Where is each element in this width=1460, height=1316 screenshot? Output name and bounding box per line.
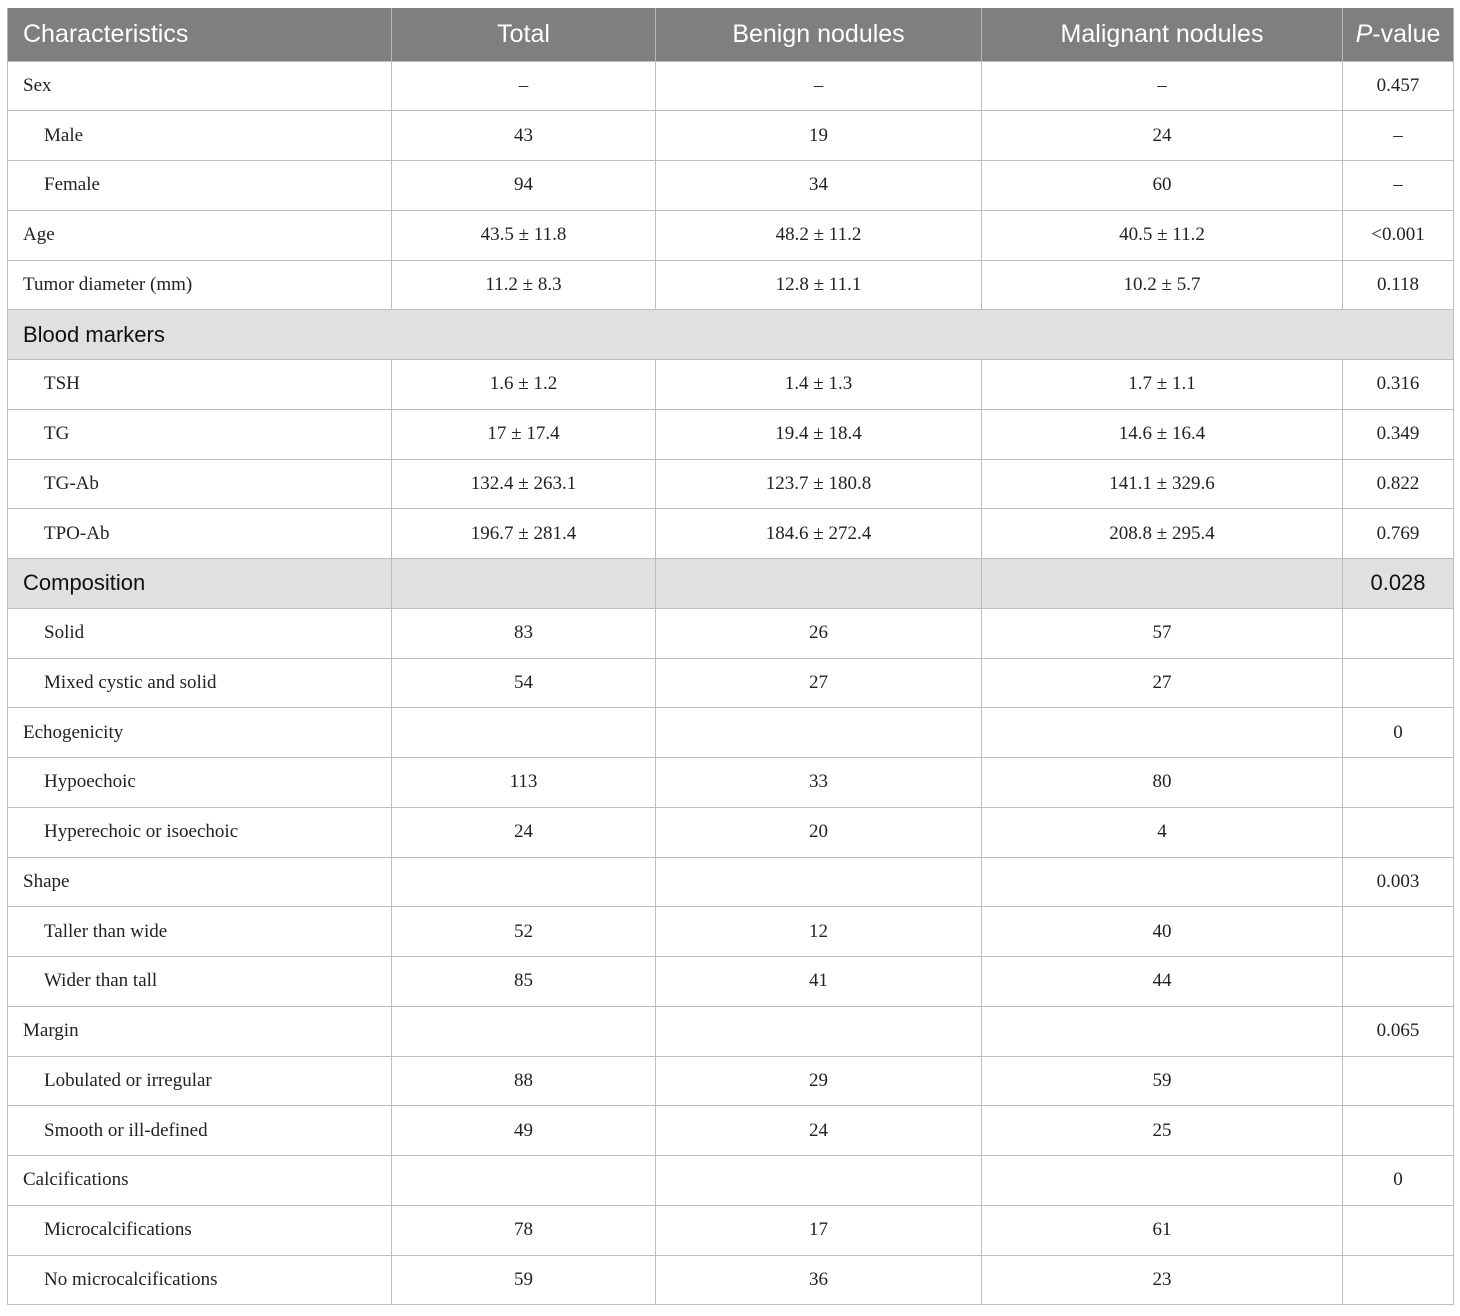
table-row — [8, 957, 1454, 1007]
cell-benign — [656, 857, 982, 907]
cell-total: 49 — [392, 1106, 656, 1156]
cell-malignant: 80 — [982, 758, 1343, 808]
cell-total: 83 — [392, 608, 656, 658]
cell-total: 54 — [392, 658, 656, 708]
cell-total: 94 — [392, 161, 656, 211]
cell-total: 78 — [392, 1205, 656, 1255]
row-label: Age — [8, 210, 392, 260]
cell-total — [392, 1156, 656, 1206]
cell-benign: 20 — [656, 807, 982, 857]
cell-benign: 29 — [656, 1056, 982, 1106]
cell-malignant: 60 — [982, 161, 1343, 211]
cell-total: 85 — [392, 957, 656, 1007]
cell-p-value: 0.349 — [1343, 409, 1454, 459]
cell-malignant: 1.7 ± 1.1 — [982, 360, 1343, 410]
cell-malignant: 208.8 ± 295.4 — [982, 509, 1343, 559]
cell-malignant: 27 — [982, 658, 1343, 708]
cell-total: 52 — [392, 907, 656, 957]
table-row — [8, 1006, 1454, 1056]
table-row — [8, 708, 1454, 758]
cell-malignant: 44 — [982, 957, 1343, 1007]
cell-malignant: 23 — [982, 1255, 1343, 1305]
cell-malignant: – — [982, 61, 1343, 111]
cell-benign: 19 — [656, 111, 982, 161]
cell-p-value: – — [1343, 161, 1454, 211]
cell-malignant: 4 — [982, 807, 1343, 857]
table-row — [8, 1106, 1454, 1156]
header-p-value — [1343, 8, 1454, 61]
cell-p-value — [1343, 907, 1454, 957]
section-row — [8, 310, 1454, 360]
cell-p-value: 0.028 — [1343, 559, 1454, 609]
cell-p-value — [1343, 957, 1454, 1007]
cell-total: 59 — [392, 1255, 656, 1305]
row-label: Female — [8, 161, 392, 211]
cell-p-value — [1343, 1255, 1454, 1305]
section-row — [8, 559, 1454, 609]
cell-benign: 34 — [656, 161, 982, 211]
table-row — [8, 1255, 1454, 1305]
cell-benign — [656, 559, 982, 609]
table-row — [8, 658, 1454, 708]
table-row — [8, 758, 1454, 808]
table-row — [8, 360, 1454, 410]
section-label: Composition — [8, 559, 392, 609]
row-label: TPO-Ab — [8, 509, 392, 559]
cell-malignant: 40 — [982, 907, 1343, 957]
row-label: Smooth or ill-defined — [8, 1106, 392, 1156]
cell-total: 196.7 ± 281.4 — [392, 509, 656, 559]
cell-p-value: 0.316 — [1343, 360, 1454, 410]
cell-total — [392, 708, 656, 758]
cell-total — [392, 1006, 656, 1056]
cell-total: 132.4 ± 263.1 — [392, 459, 656, 509]
cell-benign: 36 — [656, 1255, 982, 1305]
table-row — [8, 260, 1454, 310]
table-row — [8, 608, 1454, 658]
table-row — [8, 459, 1454, 509]
header-characteristics: Characteristics — [8, 8, 392, 61]
row-label: Microcalcifications — [8, 1205, 392, 1255]
header-total: Total — [392, 8, 656, 61]
cell-malignant: 24 — [982, 111, 1343, 161]
cell-total: 1.6 ± 1.2 — [392, 360, 656, 410]
cell-total: 88 — [392, 1056, 656, 1106]
cell-malignant — [982, 1156, 1343, 1206]
table-row — [8, 61, 1454, 111]
cell-benign: 12.8 ± 11.1 — [656, 260, 982, 310]
table-row — [8, 907, 1454, 957]
cell-p-value: 0.822 — [1343, 459, 1454, 509]
table-row — [8, 1156, 1454, 1206]
header-p-italic: P — [1355, 19, 1373, 48]
table-body — [8, 61, 1454, 1305]
cell-total: – — [392, 61, 656, 111]
table-row — [8, 857, 1454, 907]
cell-benign: 17 — [656, 1205, 982, 1255]
cell-p-value — [1343, 1106, 1454, 1156]
table-header-row — [8, 8, 1454, 61]
cell-p-value: <0.001 — [1343, 210, 1454, 260]
cell-benign: 184.6 ± 272.4 — [656, 509, 982, 559]
row-label: No microcalcifications — [8, 1255, 392, 1305]
cell-malignant: 10.2 ± 5.7 — [982, 260, 1343, 310]
cell-p-value: 0.003 — [1343, 857, 1454, 907]
cell-p-value: 0.457 — [1343, 61, 1454, 111]
cell-malignant: 61 — [982, 1205, 1343, 1255]
cell-malignant: 40.5 ± 11.2 — [982, 210, 1343, 260]
cell-p-value: 0 — [1343, 708, 1454, 758]
cell-benign: 12 — [656, 907, 982, 957]
table-row — [8, 210, 1454, 260]
cell-malignant: 14.6 ± 16.4 — [982, 409, 1343, 459]
row-label: TSH — [8, 360, 392, 410]
row-label: Mixed cystic and solid — [8, 658, 392, 708]
cell-p-value: 0.769 — [1343, 509, 1454, 559]
cell-p-value — [1343, 658, 1454, 708]
cell-benign: – — [656, 61, 982, 111]
cell-p-value — [1343, 1056, 1454, 1106]
cell-malignant: 141.1 ± 329.6 — [982, 459, 1343, 509]
cell-malignant — [982, 559, 1343, 609]
cell-benign — [656, 1156, 982, 1206]
table-row — [8, 1056, 1454, 1106]
cell-p-value — [1343, 1205, 1454, 1255]
cell-malignant: 57 — [982, 608, 1343, 658]
table-row — [8, 161, 1454, 211]
row-label: Hypoechoic — [8, 758, 392, 808]
row-label: Margin — [8, 1006, 392, 1056]
cell-p-value: 0.065 — [1343, 1006, 1454, 1056]
cell-p-value: 0 — [1343, 1156, 1454, 1206]
cell-p-value — [1343, 758, 1454, 808]
cell-total — [392, 559, 656, 609]
cell-benign: 33 — [656, 758, 982, 808]
row-label: Sex — [8, 61, 392, 111]
row-label: TG — [8, 409, 392, 459]
cell-total: 24 — [392, 807, 656, 857]
cell-benign: 24 — [656, 1106, 982, 1156]
header-p-suffix: -value — [1372, 19, 1441, 48]
row-label: Wider than tall — [8, 957, 392, 1007]
characteristics-table — [7, 8, 1454, 1305]
cell-total: 43 — [392, 111, 656, 161]
row-label: TG-Ab — [8, 459, 392, 509]
cell-p-value: 0.118 — [1343, 260, 1454, 310]
row-label: Hyperechoic or isoechoic — [8, 807, 392, 857]
cell-benign: 123.7 ± 180.8 — [656, 459, 982, 509]
cell-malignant — [982, 857, 1343, 907]
cell-benign: 48.2 ± 11.2 — [656, 210, 982, 260]
cell-total: 11.2 ± 8.3 — [392, 260, 656, 310]
cell-total: 43.5 ± 11.8 — [392, 210, 656, 260]
row-label: Tumor diameter (mm) — [8, 260, 392, 310]
cell-p-value — [1343, 807, 1454, 857]
table-row — [8, 1205, 1454, 1255]
table-row — [8, 111, 1454, 161]
row-label: Lobulated or irregular — [8, 1056, 392, 1106]
cell-p-value: – — [1343, 111, 1454, 161]
header-malignant: Malignant nodules — [982, 8, 1343, 61]
cell-total: 113 — [392, 758, 656, 808]
row-label: Echogenicity — [8, 708, 392, 758]
table-row — [8, 807, 1454, 857]
row-label: Solid — [8, 608, 392, 658]
cell-benign: 41 — [656, 957, 982, 1007]
cell-benign: 27 — [656, 658, 982, 708]
cell-benign: 26 — [656, 608, 982, 658]
section-label: Blood markers — [8, 310, 1454, 360]
cell-total: 17 ± 17.4 — [392, 409, 656, 459]
cell-malignant — [982, 708, 1343, 758]
header-benign: Benign nodules — [656, 8, 982, 61]
table-row — [8, 409, 1454, 459]
cell-benign — [656, 708, 982, 758]
cell-benign: 19.4 ± 18.4 — [656, 409, 982, 459]
cell-malignant: 59 — [982, 1056, 1343, 1106]
row-label: Calcifications — [8, 1156, 392, 1206]
cell-benign: 1.4 ± 1.3 — [656, 360, 982, 410]
row-label: Shape — [8, 857, 392, 907]
cell-p-value — [1343, 608, 1454, 658]
cell-benign — [656, 1006, 982, 1056]
row-label: Male — [8, 111, 392, 161]
cell-malignant: 25 — [982, 1106, 1343, 1156]
table-row — [8, 509, 1454, 559]
cell-malignant — [982, 1006, 1343, 1056]
cell-total — [392, 857, 656, 907]
row-label: Taller than wide — [8, 907, 392, 957]
